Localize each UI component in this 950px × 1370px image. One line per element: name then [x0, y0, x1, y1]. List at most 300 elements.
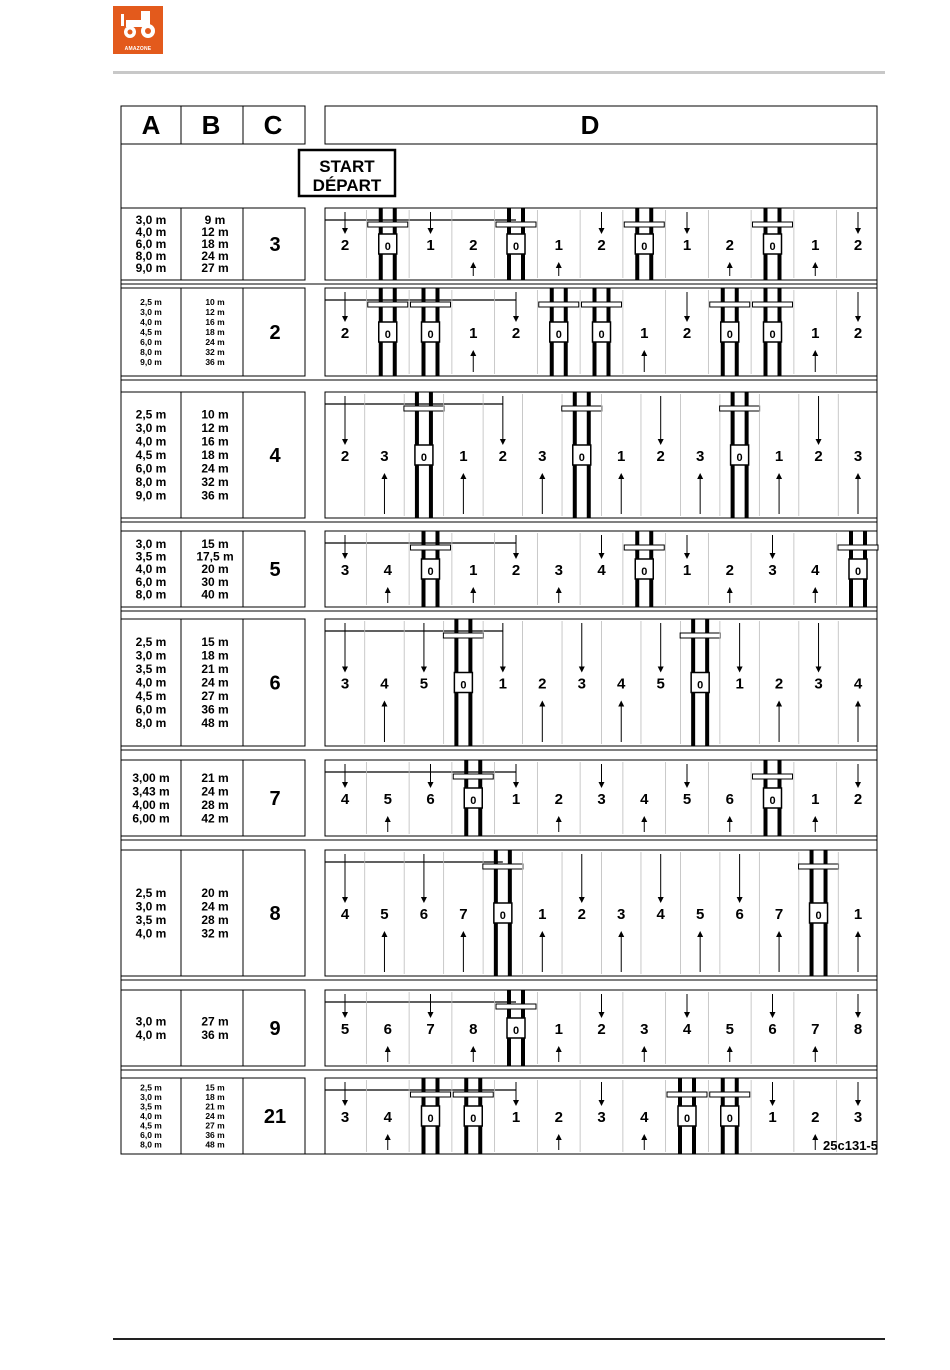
arrow-up-icon [556, 1046, 562, 1052]
lane-number: 1 [538, 906, 547, 923]
lane-number: 8 [853, 1021, 863, 1038]
lane-number: 3 [768, 562, 777, 579]
lane-number: 1 [554, 237, 563, 254]
width-b-value: 28 m [201, 797, 229, 812]
lane-number: 0 [460, 679, 467, 692]
lane-number: 0 [470, 1113, 477, 1125]
lane-number: 1 [640, 325, 649, 342]
table-row [121, 619, 877, 750]
width-a-value: 4,5 m [140, 1120, 162, 1131]
lane-number: 7 [774, 906, 784, 923]
arrow-down-icon [658, 897, 664, 903]
arrow-down-icon [513, 782, 519, 788]
arrow-down-icon [737, 667, 743, 673]
width-b-value: 24 m [201, 249, 229, 264]
lane-number: 3 [340, 675, 350, 693]
width-a-value: 6,0 m [140, 1129, 162, 1140]
width-a-value: 6,0 m [135, 702, 167, 717]
width-b-value: 21 m [205, 1101, 225, 1112]
arrow-up-icon [776, 473, 782, 479]
width-a-value: 4,5 m [135, 689, 167, 704]
lane-number: 1 [469, 325, 478, 342]
start-marker [299, 150, 395, 196]
lane-number: 4 [682, 1021, 692, 1038]
lane-number: 3 [695, 448, 705, 465]
lane-number: 1 [511, 1109, 521, 1126]
lane-number: 5 [383, 791, 392, 808]
arrow-up-icon [697, 473, 703, 479]
arrow-down-icon [599, 228, 605, 234]
lane-number: 5 [682, 791, 692, 808]
arrow-down-icon [684, 553, 690, 559]
width-b-value: 27 m [205, 1120, 225, 1131]
arrow-down-icon [684, 316, 690, 322]
arrow-down-icon [770, 553, 776, 559]
width-b-value: 10 m [205, 296, 225, 307]
lane-number: 1 [853, 906, 863, 923]
lane-number: 7 [426, 1021, 435, 1038]
width-a-value: 3,5 m [135, 662, 167, 677]
lane-number: 6 [426, 791, 435, 808]
width-b-value: 12 m [205, 306, 225, 317]
width-a-value: 3,0 m [140, 306, 162, 317]
tramline-rhythm: 9 [269, 1018, 281, 1040]
lane-number: 2 [469, 237, 478, 254]
arrow-up-icon [381, 701, 387, 707]
arrow-up-icon [812, 587, 818, 593]
arrow-down-icon [599, 1012, 605, 1018]
lane-number: 4 [383, 1109, 392, 1126]
width-a-value: 2,5 m [140, 296, 162, 307]
width-b-value: 10 m [201, 407, 229, 422]
lane-number: 7 [811, 1021, 820, 1038]
lane-number: 1 [811, 791, 820, 808]
width-a-value: 6,0 m [135, 574, 167, 589]
arrow-up-icon [727, 816, 733, 822]
lane-number: 1 [811, 325, 820, 342]
width-a-value: 8,0 m [135, 587, 167, 602]
width-b-value: 48 m [205, 1139, 225, 1150]
width-b-value: 18 m [205, 326, 225, 337]
logo-brand-text: AMAZONE [124, 46, 152, 52]
lane-number: 0 [427, 566, 434, 578]
arrow-up-icon [855, 701, 861, 707]
lane-number: 1 [511, 791, 521, 808]
arrow-up-icon [618, 931, 624, 937]
width-b-value: 18 m [205, 1091, 225, 1102]
arrow-up-icon [727, 1046, 733, 1052]
arrow-down-icon [513, 553, 519, 559]
arrow-down-icon [421, 667, 427, 673]
lane-number: 1 [498, 675, 508, 693]
lane-number: 1 [811, 237, 820, 254]
width-a-value: 4,0 m [135, 434, 167, 449]
lane-number: 0 [512, 1025, 520, 1037]
arrow-down-icon [658, 667, 664, 673]
column-header-b: B [201, 110, 221, 140]
lane-number: 0 [697, 679, 704, 692]
arrow-down-icon [737, 897, 743, 903]
table-row [121, 850, 877, 980]
arrow-up-icon [641, 350, 647, 356]
width-a-value: 4,0 m [135, 1027, 167, 1042]
table-row [121, 990, 877, 1070]
width-a-value: 3,5 m [135, 549, 167, 564]
arrow-up-icon [618, 473, 624, 479]
width-b-value: 36 m [201, 702, 229, 717]
arrow-down-icon [342, 228, 348, 234]
arrow-down-icon [658, 439, 664, 445]
lane-number: 1 [459, 448, 468, 465]
table-row [121, 1078, 877, 1154]
lane-number: 5 [380, 906, 389, 923]
arrow-up-icon [697, 931, 703, 937]
lane-number: 3 [597, 791, 606, 808]
lane-number: 0 [578, 452, 585, 464]
arrow-down-icon [500, 439, 506, 445]
lane-number: 2 [340, 237, 350, 254]
lane-number: 2 [340, 325, 350, 342]
width-b-value: 36 m [201, 1027, 229, 1042]
lane-number: 2 [511, 562, 521, 579]
arrow-down-icon [428, 782, 434, 788]
arrow-up-icon [776, 701, 782, 707]
lane-number: 2 [656, 448, 665, 465]
width-b-value: 27 m [201, 261, 229, 276]
lane-number: 3 [554, 562, 563, 579]
arrow-down-icon [428, 228, 434, 234]
lane-number: 0 [420, 452, 427, 464]
lane-number: 2 [814, 448, 823, 465]
arrow-down-icon [342, 553, 348, 559]
width-b-value: 21 m [201, 662, 229, 677]
arrow-down-icon [342, 1012, 348, 1018]
arrow-up-icon [618, 701, 624, 707]
width-a-value: 4,0 m [135, 562, 167, 577]
lane-number: 2 [597, 1021, 606, 1038]
width-a-value: 3,43 m [132, 784, 170, 799]
arrow-down-icon [428, 1012, 434, 1018]
width-a-value: 3,0 m [135, 421, 167, 436]
lane-number: 0 [854, 566, 862, 578]
width-a-value: 8,0 m [140, 1139, 162, 1150]
arrow-down-icon [513, 1100, 519, 1106]
lane-number: 1 [554, 1021, 563, 1038]
column-header-c: C [263, 110, 283, 140]
arrow-down-icon [770, 1100, 776, 1106]
arrow-up-icon [556, 587, 562, 593]
arrow-up-icon [381, 473, 387, 479]
width-a-value: 4,0 m [140, 316, 162, 327]
lane-number: 3 [538, 448, 547, 465]
width-b-value: 24 m [201, 461, 229, 476]
arrow-up-icon [812, 1046, 818, 1052]
arrow-up-icon [385, 1046, 391, 1052]
width-a-value: 4,5 m [135, 448, 167, 463]
lane-number: 4 [383, 562, 392, 579]
arrow-down-icon [599, 1100, 605, 1106]
width-a-value: 6,0 m [135, 237, 167, 252]
width-b-value: 18 m [201, 448, 229, 463]
lane-number: 6 [383, 1021, 392, 1038]
lane-number: 1 [426, 237, 435, 254]
width-b-value: 12 m [201, 421, 229, 436]
width-a-value: 3,5 m [140, 1101, 162, 1112]
arrow-down-icon [421, 897, 427, 903]
table-row [121, 208, 877, 284]
width-b-value: 24 m [201, 784, 229, 799]
tramline-rhythm: 5 [269, 559, 281, 581]
arrow-up-icon [539, 931, 545, 937]
arrow-down-icon [342, 897, 348, 903]
width-b-value: 30 m [201, 574, 229, 589]
width-a-value: 3,00 m [132, 770, 170, 785]
width-b-value: 36 m [201, 488, 229, 503]
width-b-value: 24 m [205, 336, 225, 347]
width-b-value: 32 m [201, 926, 229, 941]
lane-number: 4 [811, 562, 820, 579]
width-a-value: 4,0 m [135, 675, 167, 690]
arrow-up-icon [470, 350, 476, 356]
width-b-value: 18 m [201, 237, 229, 252]
lane-number: 2 [725, 562, 734, 579]
lane-number: 0 [726, 329, 733, 341]
width-a-value: 9,0 m [140, 356, 162, 367]
arrow-up-icon [812, 816, 818, 822]
arrow-down-icon [342, 782, 348, 788]
width-a-value: 8,0 m [135, 716, 167, 731]
start-label: START [319, 157, 375, 176]
arrow-up-icon [539, 701, 545, 707]
arrow-up-icon [385, 816, 391, 822]
lane-number: 0 [641, 241, 648, 253]
lane-number: 2 [682, 325, 692, 342]
lane-number: 2 [554, 791, 563, 808]
width-b-value: 12 m [201, 225, 229, 240]
table-row [121, 288, 877, 380]
lane-number: 0 [470, 795, 477, 807]
lane-number: 2 [538, 675, 547, 693]
lane-number: 0 [384, 329, 391, 341]
lane-number: 2 [725, 237, 734, 254]
arrow-down-icon [599, 782, 605, 788]
lane-number: 0 [736, 452, 743, 464]
figure-code: 25c131-5 [823, 1138, 878, 1153]
lane-number: 8 [469, 1021, 478, 1038]
lane-number: 2 [853, 791, 863, 808]
width-a-value: 3,0 m [135, 213, 167, 228]
width-b-value: 36 m [205, 1129, 225, 1140]
width-b-value: 16 m [201, 434, 229, 449]
arrow-down-icon [579, 897, 585, 903]
arrow-down-icon [342, 439, 348, 445]
width-b-value: 32 m [205, 346, 225, 357]
lane-number: 3 [853, 1109, 863, 1126]
lane-number: 0 [641, 566, 648, 578]
width-a-value: 3,5 m [135, 912, 167, 927]
arrow-up-icon [812, 350, 818, 356]
arrow-up-icon [727, 262, 733, 268]
lane-number: 3 [340, 1109, 350, 1126]
lane-number: 0 [598, 329, 605, 341]
tramline-rhythm: 4 [269, 445, 281, 467]
arrow-up-icon [812, 262, 818, 268]
width-a-value: 2,5 m [135, 407, 167, 422]
lane-number: 6 [725, 791, 734, 808]
width-b-value: 27 m [201, 1014, 229, 1029]
width-a-value: 9,0 m [135, 488, 167, 503]
lane-number: 0 [427, 1113, 434, 1125]
lane-number: 0 [384, 241, 391, 253]
lane-number: 2 [511, 325, 521, 342]
arrow-up-icon [470, 1046, 476, 1052]
lane-number: 3 [853, 448, 863, 465]
lane-number: 1 [469, 562, 478, 579]
lane-number: 4 [380, 675, 389, 693]
width-b-value: 20 m [201, 885, 229, 900]
width-b-value: 17,5 m [196, 549, 234, 564]
lane-number: 2 [340, 448, 350, 465]
lane-number: 2 [498, 448, 508, 465]
table-row [121, 392, 877, 522]
lane-number: 1 [617, 448, 626, 465]
lane-number: 2 [774, 675, 784, 693]
depart-label: DÉPART [312, 176, 382, 195]
lane-number: 3 [380, 448, 389, 465]
lane-number: 4 [340, 906, 350, 923]
width-a-value: 3,0 m [140, 1091, 162, 1102]
lane-number: 0 [769, 329, 776, 341]
width-b-value: 24 m [201, 899, 229, 914]
arrow-up-icon [641, 816, 647, 822]
arrow-down-icon [855, 316, 861, 322]
width-a-value: 4,00 m [132, 797, 170, 812]
width-b-value: 20 m [201, 562, 229, 577]
arrow-up-icon [556, 1134, 562, 1140]
lane-number: 6 [768, 1021, 777, 1038]
column-header-d: D [580, 110, 600, 140]
width-a-value: 6,0 m [140, 336, 162, 347]
arrow-up-icon [381, 931, 387, 937]
lane-number: 2 [811, 1109, 820, 1126]
table-row [121, 531, 878, 611]
lane-number: 1 [774, 448, 784, 465]
arrow-down-icon [342, 316, 348, 322]
lane-number: 1 [682, 237, 692, 254]
arrow-down-icon [342, 1100, 348, 1106]
arrow-up-icon [385, 587, 391, 593]
arrow-down-icon [579, 667, 585, 673]
lane-number: 3 [814, 675, 823, 693]
lane-number: 3 [577, 675, 586, 693]
arrow-down-icon [816, 667, 822, 673]
lane-number: 5 [340, 1021, 350, 1038]
lane-number: 6 [735, 906, 744, 923]
width-a-value: 8,0 m [135, 249, 167, 264]
arrow-down-icon [513, 316, 519, 322]
lane-number: 0 [769, 795, 776, 807]
arrow-down-icon [500, 667, 506, 673]
arrow-up-icon [385, 1134, 391, 1140]
lane-number: 0 [499, 910, 506, 922]
width-b-value: 15 m [201, 536, 229, 551]
tramline-rhythm: 2 [269, 322, 281, 344]
lane-number: 5 [656, 675, 665, 693]
lane-number: 4 [617, 675, 626, 693]
lane-number: 2 [597, 237, 606, 254]
lane-number: 0 [769, 241, 776, 253]
arrow-up-icon [556, 816, 562, 822]
arrow-up-icon [556, 262, 562, 268]
lane-number: 4 [640, 791, 649, 808]
width-b-value: 15 m [205, 1082, 225, 1093]
width-b-value: 48 m [201, 716, 229, 731]
lane-number: 0 [555, 329, 562, 341]
arrow-up-icon [855, 473, 861, 479]
lane-number: 3 [597, 1109, 606, 1126]
arrow-down-icon [855, 1012, 861, 1018]
width-b-value: 18 m [201, 648, 229, 663]
width-b-value: 16 m [205, 316, 225, 327]
lane-number: 4 [597, 562, 606, 579]
arrow-up-icon [470, 262, 476, 268]
width-b-value: 24 m [205, 1110, 225, 1121]
width-b-value: 42 m [201, 811, 229, 826]
width-b-value: 32 m [201, 475, 229, 490]
arrow-up-icon [470, 587, 476, 593]
lane-number: 4 [853, 675, 863, 693]
width-a-value: 4,0 m [135, 926, 167, 941]
tramline-rhythm: 8 [269, 903, 281, 925]
width-b-value: 15 m [201, 635, 229, 650]
arrow-down-icon [342, 667, 348, 673]
arrow-down-icon [599, 553, 605, 559]
width-a-value: 2,5 m [135, 635, 167, 650]
arrow-down-icon [855, 1100, 861, 1106]
width-b-value: 40 m [201, 587, 229, 602]
width-b-value: 27 m [201, 689, 229, 704]
arrow-down-icon [816, 439, 822, 445]
arrow-up-icon [641, 1046, 647, 1052]
tramline-rhythm: 3 [269, 234, 281, 256]
arrow-up-icon [460, 931, 466, 937]
lane-number: 6 [419, 906, 429, 923]
arrow-down-icon [855, 228, 861, 234]
width-a-value: 9,0 m [135, 261, 167, 276]
arrow-down-icon [684, 782, 690, 788]
arrow-down-icon [855, 782, 861, 788]
lane-number: 3 [640, 1021, 649, 1038]
lane-number: 1 [735, 675, 744, 693]
lane-number: 2 [577, 906, 586, 923]
lane-number: 1 [768, 1109, 777, 1126]
width-a-value: 8,0 m [135, 475, 167, 490]
width-a-value: 6,0 m [135, 461, 167, 476]
width-a-value: 3,0 m [135, 536, 167, 551]
table-row [121, 760, 877, 840]
lane-number: 1 [682, 562, 692, 579]
width-a-value: 4,0 m [140, 1110, 162, 1121]
lane-number: 3 [340, 562, 350, 579]
arrow-up-icon [855, 931, 861, 937]
lane-number: 7 [459, 906, 468, 923]
width-a-value: 2,5 m [135, 885, 167, 900]
column-header-a: A [141, 110, 161, 140]
lane-number: 0 [427, 329, 434, 341]
width-a-value: 3,0 m [135, 648, 167, 663]
width-a-value: 6,00 m [132, 811, 170, 826]
lane-number: 2 [853, 237, 863, 254]
